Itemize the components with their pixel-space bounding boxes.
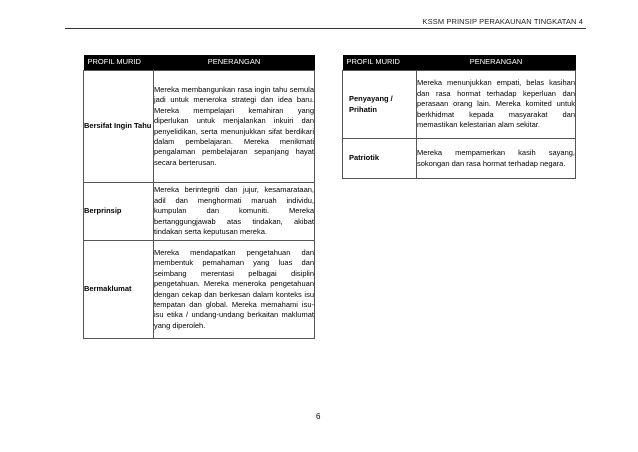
header-divider (65, 28, 586, 29)
profile-explanation: Mereka membangunkan rasa ingin tahu semula jadi untuk meneroka strategi dan idea baru. Mereka mempelajari kemahiran yang diperlukan untuk menjalankan inkuiri dan penyelidikan, serta menunjukkan sifat berdikari dalam pembelajaran. Mereka menikmati pengalaman pembelajaran sepanjang hayat secara berterusan. (154, 71, 315, 183)
profile-table-left (83, 55, 315, 339)
profile-name: Bersifat Ingin Tahu (84, 71, 154, 183)
table-row (343, 71, 576, 139)
profile-name: Bermaklumat (84, 241, 154, 339)
profile-name: Patriotik (343, 139, 417, 179)
column-header-profile: PROFIL MURID (343, 55, 417, 71)
column-header-explanation: PENERANGAN (154, 55, 315, 71)
profile-table-right (342, 55, 576, 179)
table-header-row (84, 55, 315, 71)
profile-explanation: Mereka mendapatkan pengetahuan dan membentuk pemahaman yang luas dan seimbang merentasi pelbagai disiplin pengetahuan. Mereka meneroka pengetahuan dengan cekap dan berkesan dalam konteks isu tempatan dan global. Mereka memahami isu-isu etika / undang-undang berkaitan maklumat yang diperoleh. (154, 241, 315, 339)
table-row (84, 71, 315, 183)
profile-name: Penyayang / Prihatin (343, 71, 417, 139)
profile-name: Berprinsip (84, 183, 154, 241)
profile-explanation: Mereka mempamerkan kasih sayang, sokongan dan rasa hormat terhadap negara. (417, 139, 576, 179)
table-row (84, 241, 315, 339)
page-number: 6 (316, 412, 321, 421)
profile-explanation: Mereka berintegriti dan jujur, kesamarataan, adil dan menghormati maruah individu, kumpulan dan komuniti. Mereka bertanggungjawab atas tindakan, akibat tindakan serta keputusan mereka. (154, 183, 315, 241)
table-row (84, 183, 315, 241)
document-header-title: KSSM PRINSIP PERAKAUNAN TINGKATAN 4 (422, 17, 583, 26)
table-row (343, 139, 576, 179)
column-header-profile: PROFIL MURID (84, 55, 154, 71)
table-header-row (343, 55, 576, 71)
column-header-explanation: PENERANGAN (417, 55, 576, 71)
profile-explanation: Mereka menunjukkan empati, belas kasihan dan rasa hormat terhadap keperluan dan perasaan orang lain. Mereka komited untuk berkhidmat kepada masyarakat dan memastikan kelestarian alam sekitar. (417, 71, 576, 139)
